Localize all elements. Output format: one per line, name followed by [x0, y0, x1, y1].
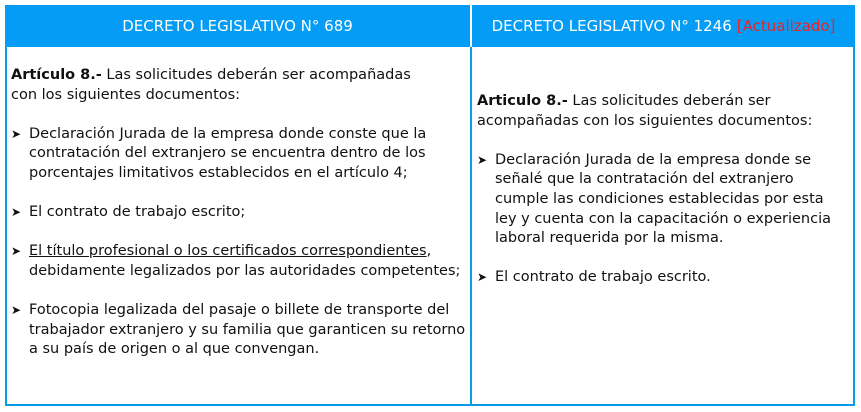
bullet-arrow-icon: ➤	[11, 205, 22, 220]
bullet-arrow-icon: ➤	[11, 303, 22, 318]
underlined-text: El título profesional o los certificados correspondientes	[29, 243, 427, 260]
list-item: ➤ El contrato de trabajo escrito;	[11, 203, 466, 223]
column-divider	[470, 47, 472, 406]
updated-badge: [Actualizado]	[736, 17, 836, 35]
bullet-arrow-icon: ➤	[11, 244, 22, 259]
list-item: ➤ Declaración Jurada de la empresa donde conste que la contratación del extranjero se encuentra dentro de los porcentajes limitativos establecidos en el artículo 4;	[11, 125, 427, 181]
right-intro: Articulo 8.- Las solicitudes deberán ser acompañadas con los siguientes documentos:	[477, 93, 813, 129]
list-item: ➤ Fotocopia legalizada del pasaje o billete de transporte del trabajador extranjero y su familia que garanticen su retorno a su país de origen o al que convengan.	[11, 302, 466, 358]
right-column	[477, 92, 847, 288]
right-article-label: Articulo 8.-	[477, 93, 568, 109]
list-item: ➤ El contrato de trabajo escrito.	[477, 268, 847, 288]
left-column	[11, 66, 466, 360]
left-article-label: Artículo 8.-	[11, 67, 102, 83]
header-left	[5, 5, 470, 47]
list-item: ➤ Declaración Jurada de la empresa donde se señalé que la contratación del extranjero cumple las condiciones establecidas por esta ley y cuenta con la capacitación o experiencia laboral requerida por la misma.	[477, 151, 831, 247]
header-right	[472, 5, 855, 47]
bullet-arrow-icon: ➤	[477, 270, 488, 285]
list-item: ➤ El título profesional o los certificados correspondientes, debidamente legalizados por las autoridades competentes;	[11, 243, 461, 279]
header-right-title: DECRETO LEGISLATIVO N° 1246	[491, 17, 732, 35]
header-left-title: DECRETO LEGISLATIVO N° 689	[122, 17, 353, 35]
left-intro: Artículo 8.- Las solicitudes deberán ser acompañadas con los siguientes documentos:	[11, 67, 411, 103]
bullet-arrow-icon: ➤	[477, 152, 488, 167]
bullet-arrow-icon: ➤	[11, 126, 22, 141]
